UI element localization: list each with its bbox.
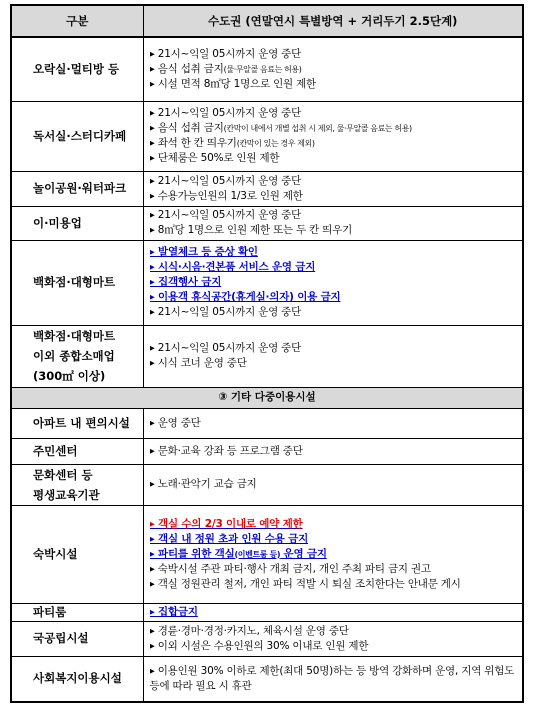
- rule-line: [150, 624, 519, 639]
- row-category: [25, 171, 143, 206]
- rule-text: ▸ 노래·관악기 교습 금지: [149, 478, 257, 490]
- rule-text: ▸ 21시~익일 05시까지 운영 중단: [149, 47, 302, 60]
- table-row: [11, 656, 523, 702]
- table-row: [11, 171, 523, 206]
- rule-line: [150, 356, 519, 371]
- rule-line: [150, 664, 519, 694]
- rule-line: [150, 62, 519, 77]
- rule-line: [150, 532, 519, 547]
- rule-text: ▸ 21시~익일 05시까지 운영 중단: [149, 306, 302, 318]
- rule-text: ▸ 발열체크 등 증상 확인: [149, 246, 258, 258]
- rule-text: ▸ 좌석 한 칸 띄우기: [149, 137, 237, 149]
- rule-note: (물·무알콜 음료는 허용): [223, 64, 302, 74]
- rule-line: [150, 260, 519, 275]
- rule-line: [150, 189, 519, 204]
- restrictions-table: [10, 4, 524, 703]
- rule-text: ▸ 숙박시설 주관 파티·행사 개최 금지, 개인 주최 파티 금지 권고: [149, 562, 431, 575]
- category-label: 오락실·멀티방 등: [33, 61, 120, 76]
- rule-line: [150, 290, 519, 305]
- rule-text: ▸ 음식 섭취 금지: [149, 122, 224, 134]
- row-rules: [143, 240, 523, 325]
- row-category: [25, 505, 143, 603]
- rule-line: [150, 151, 519, 166]
- rule-text: ▸ 음식 섭취 금지: [149, 62, 224, 75]
- category-label: 숙박시설: [33, 546, 78, 561]
- rule-text: ▸ 객실 정원관리 철저, 개인 파티 적발 시 퇴실 조치한다는 안내문 게시: [149, 577, 461, 590]
- row-category: [25, 603, 143, 621]
- row-rules: [143, 37, 523, 101]
- row-gutter: [11, 325, 25, 387]
- table-row: [11, 464, 523, 505]
- row-rules: [143, 656, 523, 702]
- row-gutter: [11, 621, 25, 656]
- row-gutter: [11, 656, 25, 702]
- row-category: [25, 656, 143, 702]
- rule-text: ▸ 경륜·경마·경정·카지노, 체육시설 운영 중단: [149, 624, 349, 637]
- row-rules: [143, 206, 523, 240]
- row-category: [25, 206, 143, 240]
- row-category: [25, 464, 143, 505]
- row-category: [25, 101, 143, 171]
- rule-note: (칸막이 내에서 개별 섭취 시 제외, 물·무알콜 음료는 허용): [223, 124, 412, 133]
- row-rules: [143, 171, 523, 206]
- rule-line: [150, 275, 519, 290]
- rule-text: ▸ 단체룸은 50%로 인원 제한: [149, 152, 280, 164]
- rule-note: (이벤트룸 등): [234, 549, 281, 559]
- rule-line: [150, 517, 519, 532]
- rule-line: [150, 416, 519, 431]
- rule-text: ▸ 수용가능인원의 1/3로 인원 제한: [149, 189, 303, 202]
- rule-line: [150, 174, 519, 189]
- rule-text: ▸ 집합금지: [149, 605, 198, 618]
- rule-line: [150, 477, 519, 492]
- rule-line: [150, 47, 519, 62]
- category-label: 독서실·스터디카페: [33, 128, 127, 143]
- table-row: [11, 325, 523, 387]
- row-gutter: [11, 206, 25, 240]
- header-region-rules: 수도권 (연말연시 특별방역 + 거리두기 2.5단계): [143, 5, 523, 37]
- rule-text: ▸ 이외 시설은 수용인원의 30% 이내로 인원 제한: [149, 639, 369, 652]
- rule-text: ▸ 시식 코너 운영 중단: [149, 357, 247, 369]
- rule-text: 운영 금지: [280, 547, 327, 560]
- category-label-line: 백화점·대형마트: [33, 329, 116, 343]
- row-category: [25, 438, 143, 464]
- table-row: [11, 621, 523, 656]
- category-label: 국공립시설: [33, 631, 89, 645]
- rule-line: [150, 341, 519, 356]
- rule-line: [150, 106, 519, 121]
- row-gutter: [11, 408, 25, 438]
- rule-line: [150, 444, 519, 459]
- rule-text: ▸ 이용객 휴식공간(휴게실·의자) 이용 금지: [149, 291, 341, 303]
- table-row: [11, 37, 523, 101]
- row-gutter: [11, 505, 25, 603]
- rule-line: [150, 136, 519, 151]
- rule-text: ▸ 21시~익일 05시까지 운영 중단: [149, 209, 302, 221]
- category-label: 아파트 내 편의시설: [33, 415, 130, 430]
- row-gutter: [11, 171, 25, 206]
- rule-line: [150, 305, 519, 320]
- rule-line: [150, 245, 519, 260]
- rule-text: ▸ 문화·교육 강좌 등 프로그램 중단: [149, 444, 303, 457]
- category-label-line: 이외 종합소매업: [33, 349, 115, 363]
- category-label: 파티룸: [33, 604, 67, 619]
- table-row: [11, 408, 523, 438]
- category-label: 주민센터: [33, 443, 78, 458]
- rule-text: ▸ 21시~익일 05시까지 운영 중단: [149, 107, 302, 119]
- rule-text: ▸ 21시~익일 05시까지 운영 중단: [149, 174, 302, 187]
- header-category: 구분: [11, 5, 143, 37]
- rule-line: [150, 547, 519, 562]
- rule-line: [150, 605, 519, 620]
- rule-text: ▸ 객실 수의 2/3 이내로 예약 제한: [149, 517, 303, 530]
- category-label: 백화점·대형마트: [33, 275, 116, 289]
- rule-text: ▸ 운영 중단: [149, 416, 201, 429]
- table-row: [11, 438, 523, 464]
- section-title: ③ 기타 다중이용시설: [11, 387, 523, 408]
- table-row: [11, 505, 523, 603]
- table-row: [11, 206, 523, 240]
- rule-text: ▸ 8㎡당 1명으로 인원 제한 또는 두 칸 띄우기: [149, 224, 353, 236]
- category-label-line: (300㎡ 이상): [33, 369, 106, 383]
- row-gutter: [11, 464, 25, 505]
- table-row: [11, 603, 523, 621]
- row-rules: [143, 621, 523, 656]
- row-category: [25, 325, 143, 387]
- section-row: [11, 387, 523, 408]
- row-gutter: [11, 438, 25, 464]
- row-rules: [143, 505, 523, 603]
- row-category: [25, 621, 143, 656]
- table-row: [11, 240, 523, 325]
- row-category: [25, 240, 143, 325]
- category-label-line: 평생교육기관: [33, 487, 100, 502]
- rule-line: [150, 577, 519, 592]
- rule-line: [150, 639, 519, 654]
- row-gutter: [11, 240, 25, 325]
- rule-text: ▸ 시설 면적 8㎡당 1명으로 인원 제한: [149, 77, 316, 90]
- row-rules: [143, 101, 523, 171]
- category-label: 사회복지이용시설: [33, 671, 122, 686]
- rule-line: [150, 121, 519, 136]
- rule-text: ▸ 이용인원 30% 이하로 제한(최대 50명)하는 등 방역 강화하며 운영, 지역 위험도 등에 따라 필요 시 휴관: [149, 664, 515, 692]
- rule-text: ▸ 21시~익일 05시까지 운영 중단: [149, 342, 302, 354]
- row-gutter: [11, 37, 25, 101]
- rule-note: (칸막이 있는 경우 제외): [236, 139, 315, 148]
- table-header-row: [11, 5, 523, 37]
- row-category: [25, 37, 143, 101]
- rule-text: ▸ 객실 내 정원 초과 인원 수용 금지: [149, 532, 309, 545]
- rule-line: [150, 562, 519, 577]
- rule-line: [150, 223, 519, 238]
- category-label-line: 문화센터 등: [33, 467, 93, 482]
- category-label: 놀이공원·워터파크: [33, 181, 127, 195]
- row-gutter: [11, 101, 25, 171]
- rule-text: ▸ 집객행사 금지: [149, 276, 222, 288]
- rule-line: [150, 77, 519, 92]
- category-label: 이·미용업: [33, 215, 82, 230]
- row-category: [25, 408, 143, 438]
- rule-line: [150, 208, 519, 223]
- row-rules: [143, 408, 523, 438]
- rule-text: ▸ 파티를 위한 객실: [149, 547, 235, 560]
- table-row: [11, 101, 523, 171]
- row-gutter: [11, 603, 25, 621]
- row-rules: [143, 464, 523, 505]
- row-rules: [143, 438, 523, 464]
- row-rules: [143, 325, 523, 387]
- row-rules: [143, 603, 523, 621]
- rule-text: ▸ 시식·시음·견본품 서비스 운영 금지: [149, 261, 316, 273]
